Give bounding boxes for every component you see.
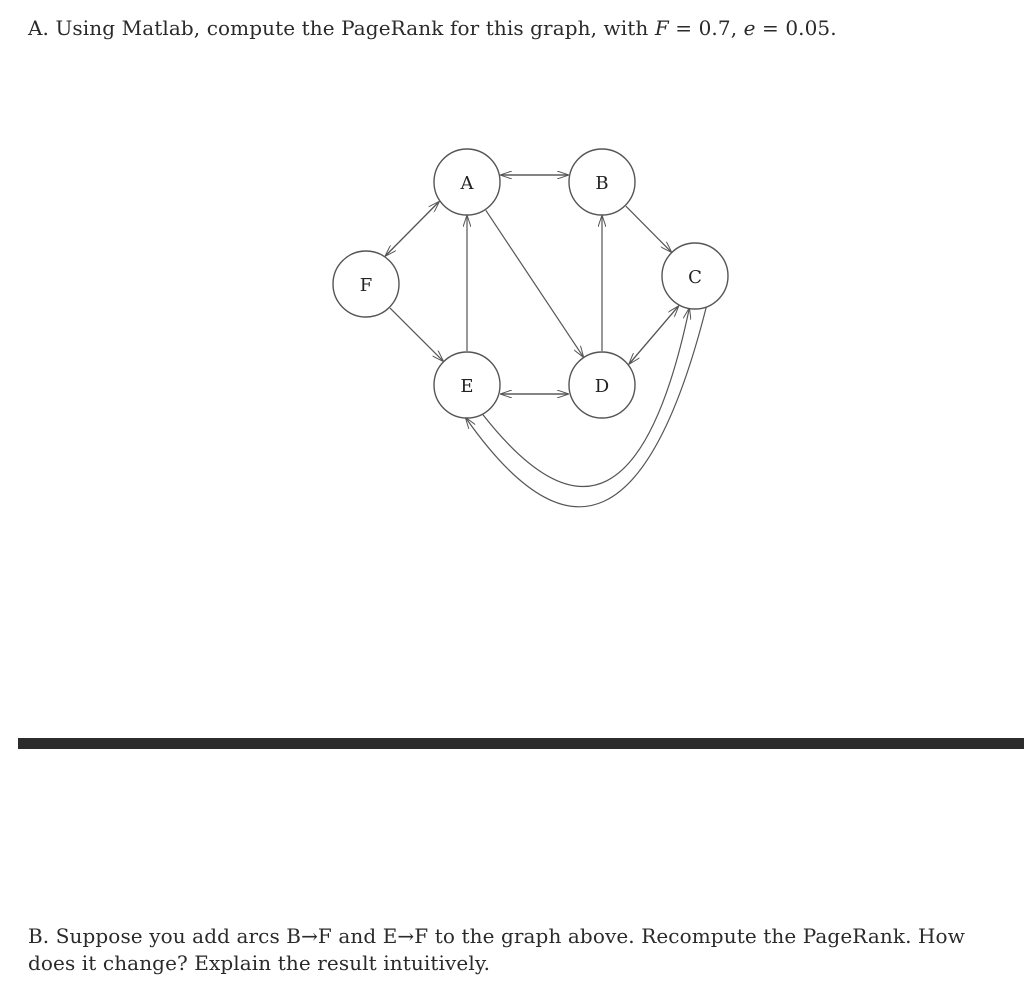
- node-b: [569, 149, 635, 215]
- variable-f: F: [654, 16, 669, 40]
- edges-layer: [386, 175, 707, 507]
- node-c-label: C: [688, 267, 702, 288]
- equals-e-value: = 0.05.: [755, 16, 837, 40]
- node-e: [434, 352, 500, 418]
- node-c: [662, 243, 728, 309]
- node-a-label: A: [460, 173, 474, 194]
- node-e-label: E: [460, 376, 474, 397]
- edge-f-to-a: [386, 202, 439, 256]
- question-a-prefix: A. Using Matlab, compute the PageRank for this graph, with: [28, 16, 655, 40]
- node-b-label: B: [595, 173, 609, 194]
- variable-e: e: [743, 16, 756, 40]
- node-f: [333, 251, 399, 317]
- node-a: [434, 149, 500, 215]
- edge-b-to-c: [626, 206, 671, 252]
- question-b: B. Suppose you add arcs B→F and E→F to the graph above. Recompute the PageRank. How does it change? Explain the result intuitively.: [28, 924, 965, 975]
- edge-c-to-d: [629, 306, 678, 363]
- edge-a-to-d: [486, 210, 583, 356]
- section-divider: [18, 738, 1024, 749]
- node-f-label: F: [359, 275, 373, 296]
- nodes-layer: [333, 149, 728, 418]
- equals-f-value: = 0.7,: [668, 16, 744, 40]
- node-d: [569, 352, 635, 418]
- node-d-label: D: [594, 376, 610, 397]
- edge-f-to-e: [390, 308, 443, 361]
